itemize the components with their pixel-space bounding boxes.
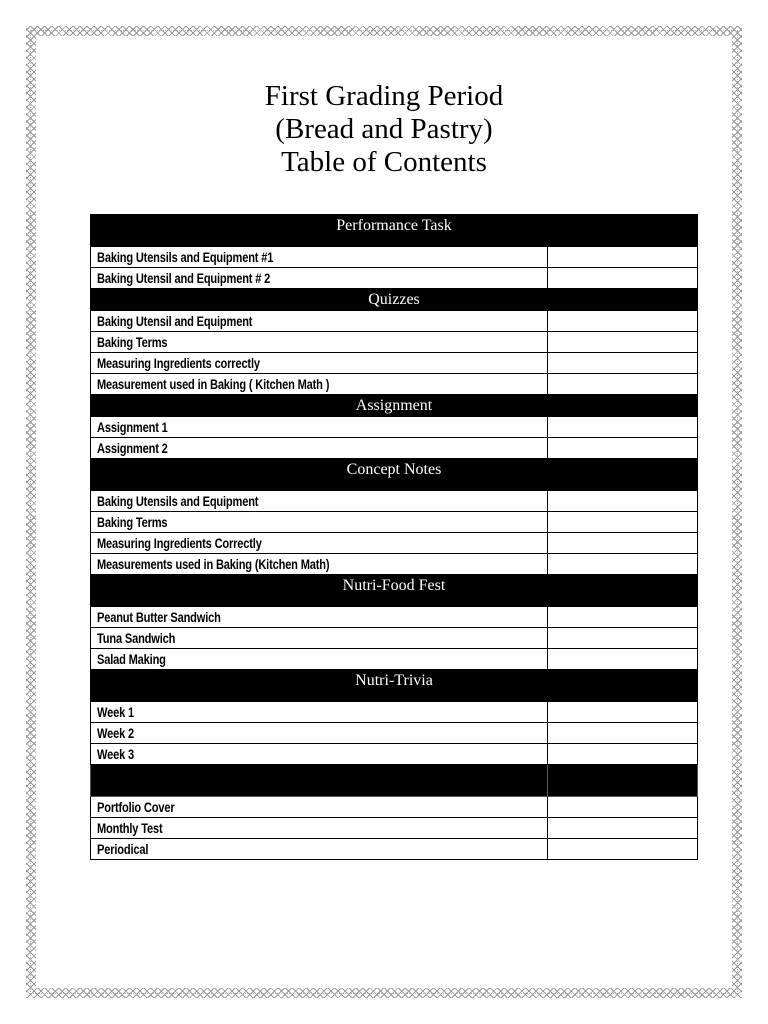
item-cell — [91, 839, 548, 860]
table-row — [91, 268, 698, 289]
section-header-performance-task: Performance Task — [91, 215, 698, 247]
section-header-row — [91, 395, 698, 417]
table-row — [91, 797, 698, 818]
item-cell — [91, 649, 548, 670]
item-cell — [91, 332, 548, 353]
item-cell — [91, 797, 548, 818]
item-label: Baking Terms — [97, 514, 168, 530]
item-label: Baking Utensil and Equipment # 2 — [97, 270, 271, 286]
item-label: Measurement used in Baking ( Kitchen Math ) — [97, 376, 330, 392]
page-cell — [548, 332, 698, 353]
item-cell — [91, 438, 548, 459]
item-cell — [91, 744, 548, 765]
item-label: Week 1 — [97, 704, 134, 720]
table-of-contents — [90, 214, 698, 860]
page-cell — [548, 247, 698, 268]
section-header-nutri-trivia: Nutri-Trivia — [91, 670, 698, 702]
title-line-2: (Bread and Pastry) — [275, 113, 493, 145]
table-row — [91, 353, 698, 374]
page-cell — [548, 818, 698, 839]
table-row — [91, 818, 698, 839]
item-label: Measurements used in Baking (Kitchen Math) — [97, 556, 330, 572]
table-row — [91, 247, 698, 268]
page-cell — [548, 649, 698, 670]
page-cell — [548, 438, 698, 459]
section-header-row — [91, 215, 698, 247]
table-row — [91, 417, 698, 438]
page-cell — [548, 744, 698, 765]
page-cell — [548, 268, 698, 289]
table-row — [91, 374, 698, 395]
item-cell — [91, 702, 548, 723]
table-row — [91, 533, 698, 554]
page-cell — [548, 723, 698, 744]
section-header-row — [91, 459, 698, 491]
page-cell — [548, 491, 698, 512]
item-cell — [91, 353, 548, 374]
title-line-1: First Grading Period — [264, 80, 504, 112]
section-header-row — [91, 575, 698, 607]
section-header-blank — [91, 765, 548, 797]
table-row — [91, 512, 698, 533]
page-cell — [548, 311, 698, 332]
page-cell — [548, 353, 698, 374]
table-row — [91, 607, 698, 628]
section-header-nutri-food-fest: Nutri-Food Fest — [91, 575, 698, 607]
item-label: Measuring Ingredients correctly — [97, 355, 260, 371]
title-line-3: Table of Contents — [281, 146, 487, 178]
item-cell — [91, 417, 548, 438]
item-cell — [91, 607, 548, 628]
item-cell — [91, 723, 548, 744]
item-cell — [91, 512, 548, 533]
item-label: Monthly Test — [97, 820, 163, 836]
table-row — [91, 628, 698, 649]
table-row — [91, 438, 698, 459]
table-row — [91, 723, 698, 744]
page-cell — [548, 797, 698, 818]
section-header-blank-page — [548, 765, 698, 797]
page-cell — [548, 512, 698, 533]
table-row — [91, 332, 698, 353]
item-label: Baking Utensil and Equipment — [97, 313, 253, 329]
page-cell — [548, 374, 698, 395]
item-label: Baking Utensils and Equipment — [97, 493, 259, 509]
item-cell — [91, 311, 548, 332]
section-header-quizzes: Quizzes — [91, 289, 698, 311]
table-row — [91, 649, 698, 670]
item-cell — [91, 533, 548, 554]
document-title — [0, 80, 768, 179]
item-label: Assignment 1 — [97, 419, 168, 435]
item-cell — [91, 554, 548, 575]
item-label: Baking Terms — [97, 334, 168, 350]
page-cell — [548, 554, 698, 575]
page-cell — [548, 628, 698, 649]
page-cell — [548, 607, 698, 628]
section-header-row — [91, 670, 698, 702]
table-row — [91, 311, 698, 332]
item-label: Periodical — [97, 841, 149, 857]
item-cell — [91, 374, 548, 395]
item-cell — [91, 491, 548, 512]
page-cell — [548, 702, 698, 723]
item-cell — [91, 818, 548, 839]
item-label: Assignment 2 — [97, 440, 168, 456]
item-label: Week 3 — [97, 746, 134, 762]
page-cell — [548, 839, 698, 860]
item-label: Peanut Butter Sandwich — [97, 609, 221, 625]
section-header-row — [91, 289, 698, 311]
page-cell — [548, 533, 698, 554]
table-row — [91, 491, 698, 512]
item-label: Salad Making — [97, 651, 166, 667]
item-label: Measuring Ingredients Correctly — [97, 535, 262, 551]
table-row — [91, 839, 698, 860]
item-cell — [91, 268, 548, 289]
item-label: Baking Utensils and Equipment #1 — [97, 249, 274, 265]
item-label: Tuna Sandwich — [97, 630, 176, 646]
page-cell — [548, 417, 698, 438]
section-header-concept-notes: Concept Notes — [91, 459, 698, 491]
table-row — [91, 744, 698, 765]
table-row — [91, 554, 698, 575]
item-label: Week 2 — [97, 725, 134, 741]
section-header-row — [91, 765, 698, 797]
item-cell — [91, 247, 548, 268]
section-header-assignment: Assignment — [91, 395, 698, 417]
item-label: Portfolio Cover — [97, 799, 175, 815]
item-cell — [91, 628, 548, 649]
table-row — [91, 702, 698, 723]
